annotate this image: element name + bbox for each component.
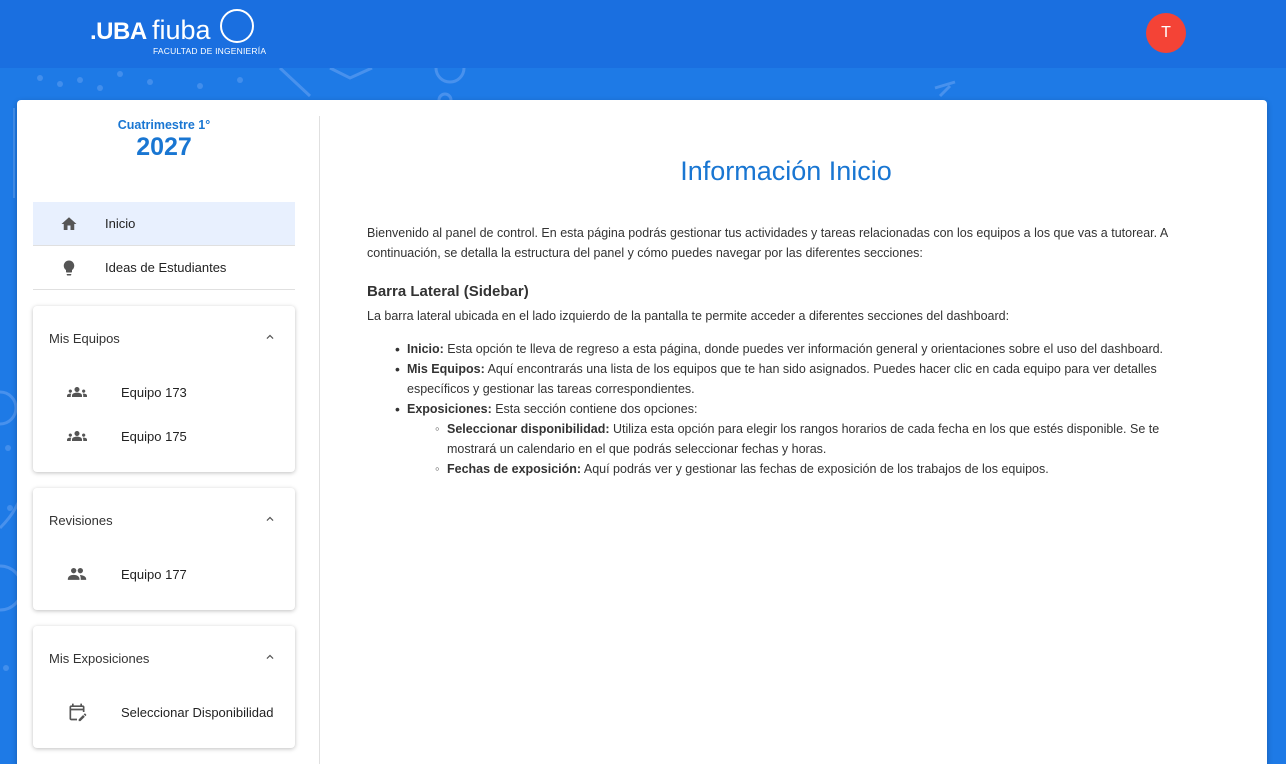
- sidebar-nav: [33, 202, 295, 290]
- fiuba-logo[interactable]: [90, 8, 267, 58]
- list-text: Aquí encontrarás una lista de los equipos que te han sido asignados. Puedes hacer clic en cada equipo para ver detalles específicos y gestionar las tareas correspondientes.: [407, 362, 1157, 396]
- intro-paragraph: Bienvenido al panel de control. En esta página podrás gestionar tus actividades y tareas relacionadas con los equipos a los que vas a tutorear. A continuación, se detalla la estructura del panel y cómo puedes navegar por las diferentes secciones:: [367, 226, 1168, 260]
- sidebar: [33, 116, 295, 748]
- home-icon: [33, 215, 105, 233]
- panel-mis-exposiciones: [33, 626, 295, 748]
- top-app-bar: [0, 0, 1286, 68]
- page-title: Información Inicio: [680, 156, 892, 186]
- list-item: [447, 419, 1205, 459]
- term-year: 2027: [136, 133, 192, 161]
- list-text: Esta opción te lleva de regreso a esta página, donde puedes ver información general y orientaciones sobre el uso del dashboard.: [443, 342, 1164, 356]
- team-label: Equipo 175: [121, 428, 187, 444]
- chevron-up-icon: [263, 650, 277, 667]
- logo-seal-icon: [220, 9, 254, 43]
- chevron-up-icon: [263, 330, 277, 347]
- logo-uba-text: .UBA: [90, 18, 147, 45]
- list-item: [447, 459, 1205, 479]
- list-item: [407, 399, 1205, 479]
- sidebar-item-label: Ideas de Estudiantes: [105, 260, 227, 275]
- term-label: Cuatrimestre 1°: [117, 118, 211, 132]
- logo-subtitle: FACULTAD DE INGENIERÍA: [153, 46, 267, 56]
- list-text: Utiliza esta opción para elegir los rangos horarios de cada fecha en los que estés disponible. Se te mostrará un calendario en el que podrás seleccionar fechas y horas.: [447, 422, 1160, 456]
- sidebar-item-label: Inicio: [105, 216, 136, 231]
- section-heading: Barra Lateral (Sidebar): [367, 283, 529, 300]
- panel-mis-equipos: [33, 306, 295, 472]
- sidebar-item-ideas[interactable]: [33, 246, 295, 290]
- exposiciones-sublist: [407, 419, 1205, 479]
- team-item-173[interactable]: [33, 370, 295, 414]
- list-text: Aquí podrás ver y gestionar las fechas de exposición de los trabajos de los equipos.: [581, 462, 1049, 476]
- team-label: Equipo 177: [121, 566, 187, 582]
- main-content: [367, 156, 1205, 479]
- panel-title: Mis Exposiciones: [49, 650, 150, 666]
- sidebar-item-inicio[interactable]: [33, 202, 295, 246]
- user-avatar[interactable]: T: [1146, 13, 1186, 53]
- sidebar-options-list: [367, 339, 1205, 479]
- review-item-177[interactable]: [33, 552, 295, 596]
- panel-revisiones: [33, 488, 295, 610]
- groups-icon: [33, 426, 121, 446]
- sidebar-divider: [319, 116, 320, 764]
- chevron-up-icon: [263, 512, 277, 529]
- reviewers-icon: [33, 564, 121, 584]
- panel-title: Revisiones: [49, 512, 113, 528]
- team-label: Equipo 173: [121, 384, 187, 400]
- list-term: Fechas de exposición:: [447, 462, 582, 476]
- list-item: [407, 339, 1205, 359]
- panel-mis-exposiciones-header[interactable]: [33, 626, 295, 690]
- panel-mis-equipos-header[interactable]: [33, 306, 295, 370]
- availability-label: Seleccionar Disponibilidad: [121, 704, 274, 720]
- lightbulb-icon: [33, 259, 105, 277]
- list-text: Esta sección contiene dos opciones:: [491, 402, 698, 416]
- main-card: [17, 100, 1267, 764]
- list-item: [407, 359, 1205, 399]
- logo-fiuba-text: fiuba: [152, 15, 211, 45]
- term-display: [33, 118, 295, 162]
- panel-title: Mis Equipos: [49, 330, 120, 346]
- edit-calendar-icon: [33, 702, 121, 722]
- list-term: Inicio:: [407, 342, 444, 356]
- list-term: Mis Equipos:: [407, 362, 485, 376]
- list-term: Seleccionar disponibilidad:: [447, 422, 610, 436]
- team-item-175[interactable]: [33, 414, 295, 458]
- select-availability-item[interactable]: [33, 690, 295, 734]
- sidebar-description: La barra lateral ubicada en el lado izquierdo de la pantalla te permite acceder a diferentes secciones del dashboard:: [367, 309, 1010, 323]
- list-term: Exposiciones:: [407, 402, 492, 416]
- panel-revisiones-header[interactable]: [33, 488, 295, 552]
- groups-icon: [33, 382, 121, 402]
